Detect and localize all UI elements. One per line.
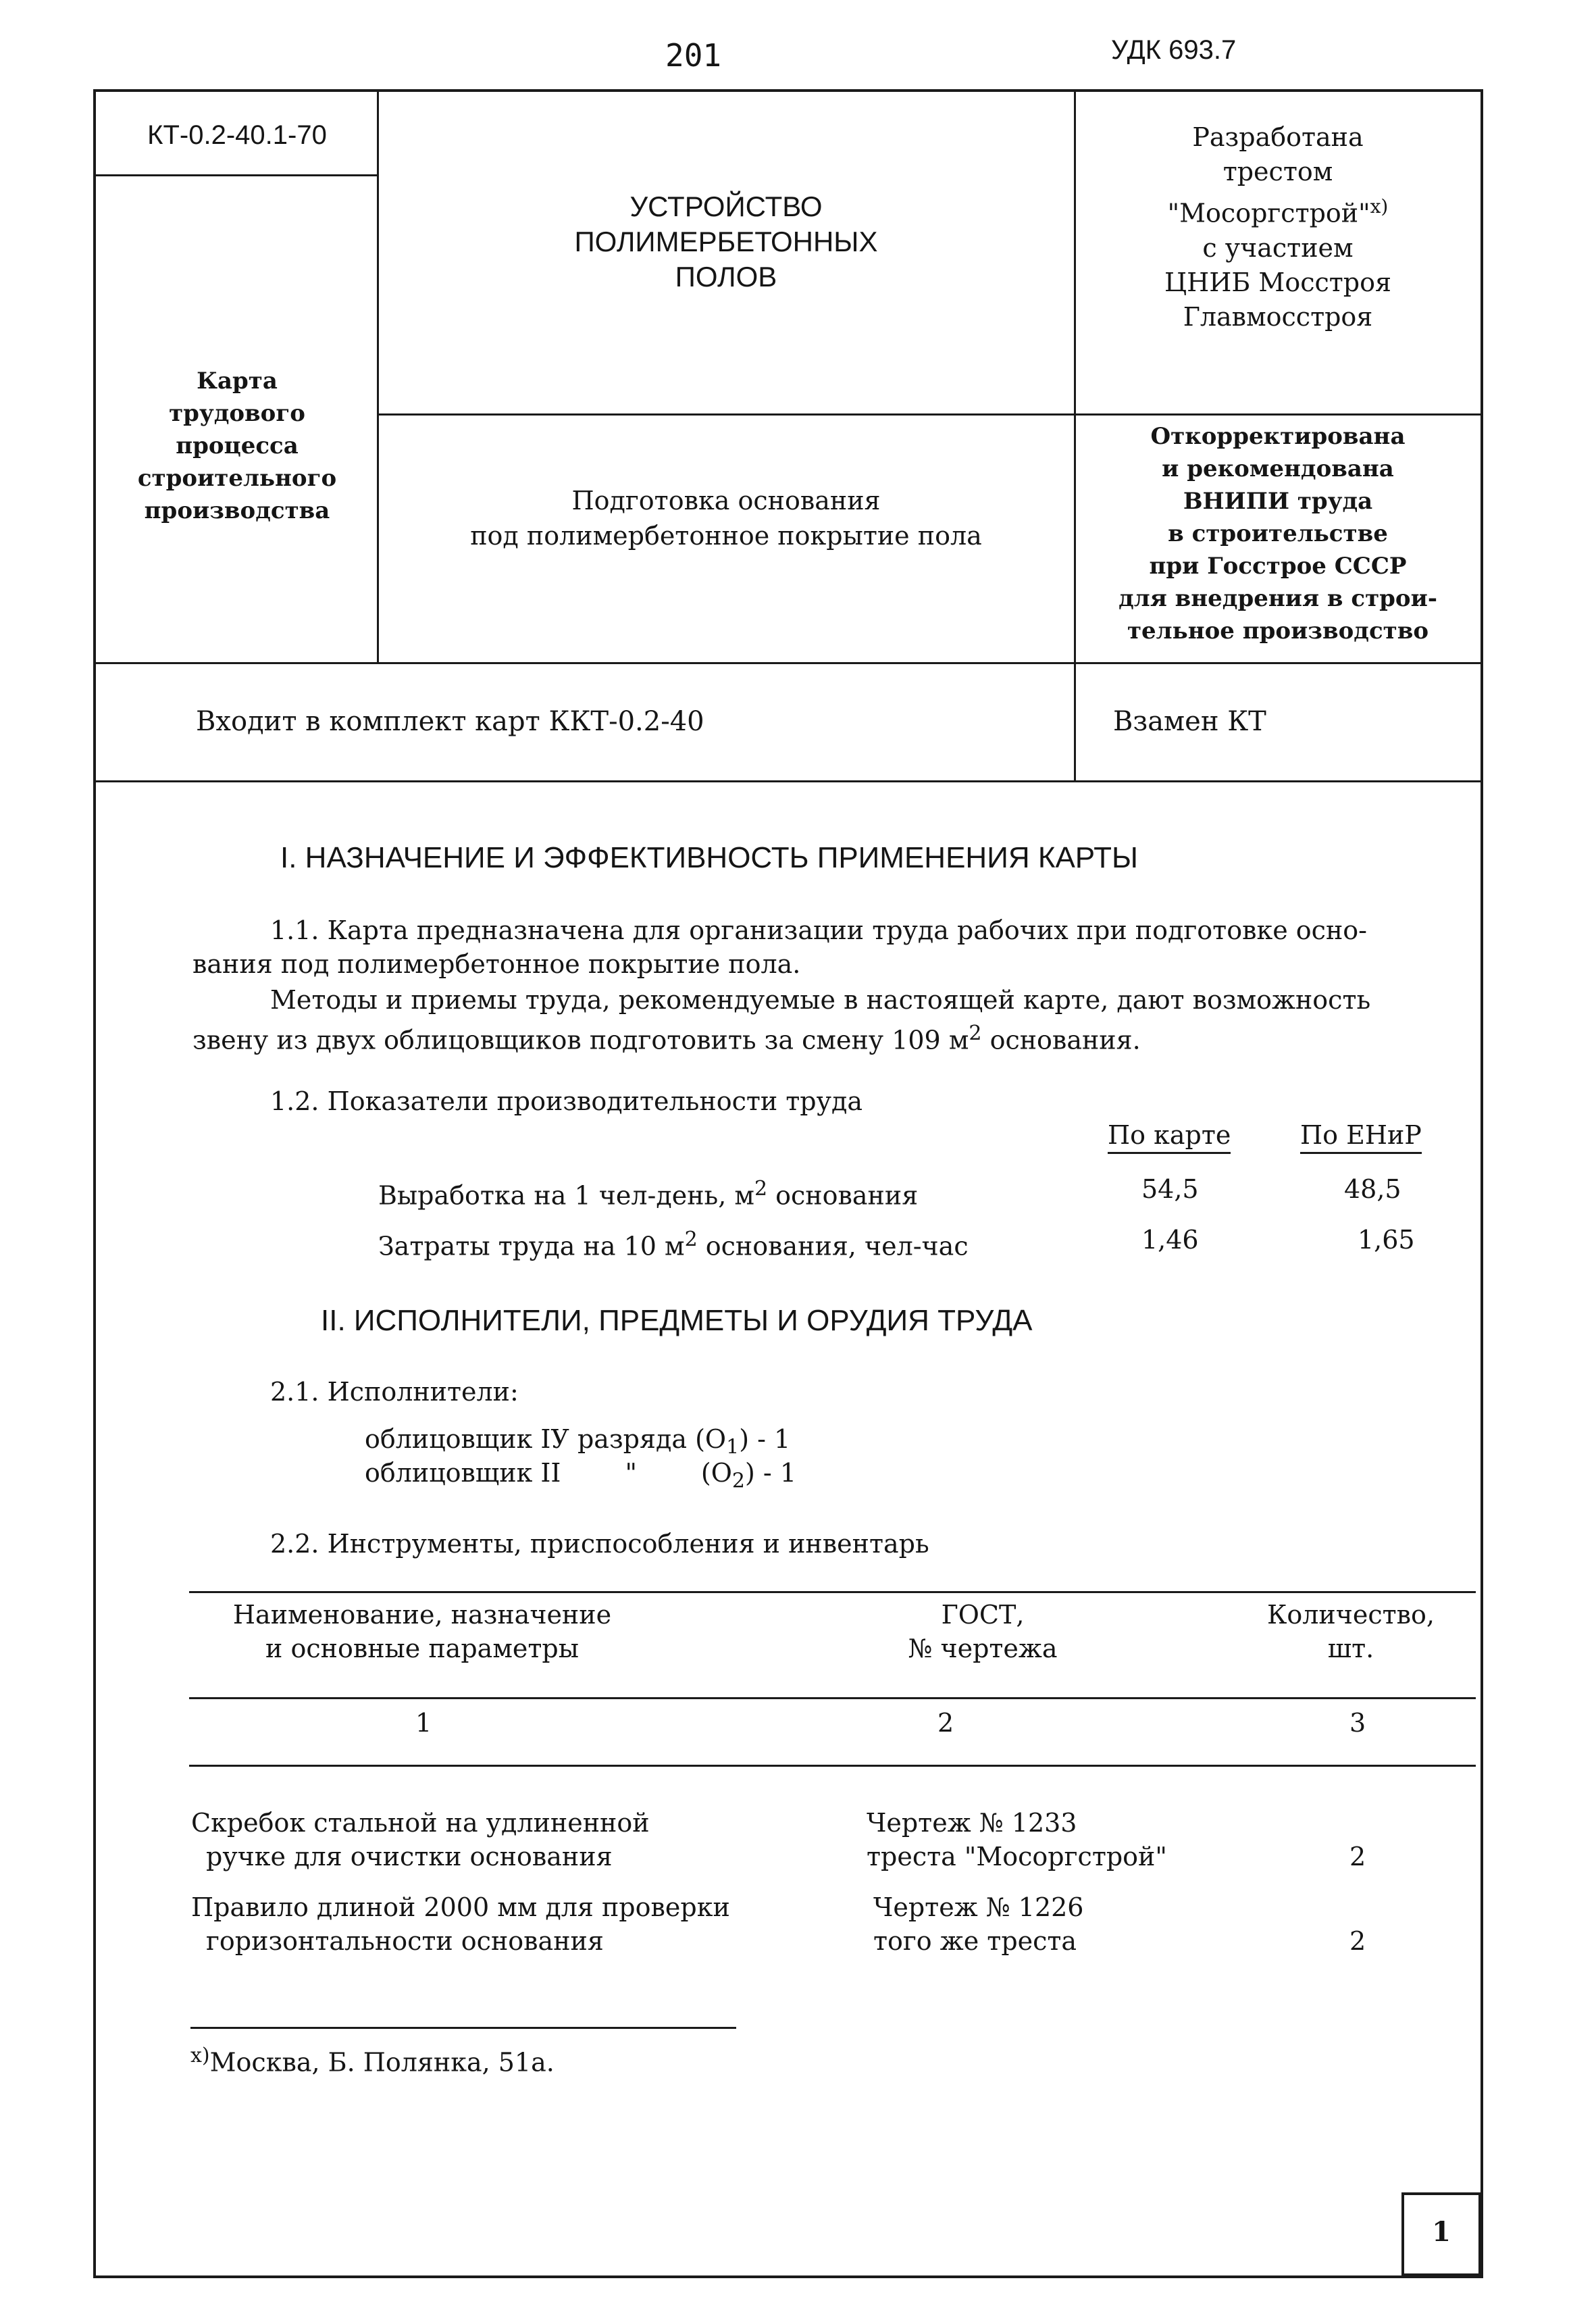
column-by-enir: По ЕНиР [1300,1118,1422,1154]
card-kind [96,365,378,527]
table-header-line: шт. [1327,1634,1374,1663]
corrected-by [1075,420,1481,647]
tool-gost [867,1806,1167,1873]
footnote [190,2039,555,2080]
performers-heading: 2.1. Исполнители: [270,1377,519,1407]
table-column-number: 3 [1349,1708,1366,1738]
card-title-line: УСТРОЙСТВО [629,191,823,222]
card-kind-line: трудового [169,400,305,427]
indicators-heading: 1.2. Показатели производительности труда [270,1086,863,1116]
tool-name: Правило длиной 2000 мм для проверки [191,1892,730,1922]
tool-qty: 2 [1349,1842,1366,1871]
card-code: КТ-0.2-40.1-70 [147,120,327,150]
table-header-line: ГОСТ, [941,1600,1025,1630]
superscript: 2 [684,1228,698,1251]
divider [93,662,1483,664]
developed-line: с участием [1202,232,1354,263]
paragraph: Методы и приемы труда, рекомендуемые в настоящей карте, дают возможность [270,985,1371,1015]
indicator-label-text: Выработка на 1 чел-день, м [378,1180,754,1211]
tools-heading: 2.2. Инструменты, приспособления и инвентарь [270,1529,929,1559]
paragraph: вания под полимербетонное покрытие пола. [192,949,801,979]
indicator-label-text: основания, чел-час [705,1231,969,1261]
performer-text: облицовщик IУ разряда (О [365,1424,727,1454]
footnote-text: Москва, Б. Полянка, 51а. [209,2047,555,2078]
developed-org: "Мосоргстрой" [1167,198,1370,228]
tool-gost [873,1890,1083,1958]
superscript: 2 [969,1022,982,1045]
indicator-label [378,1223,969,1263]
sheet-number: 1 [1401,2192,1481,2276]
tool-name: Скребок стальной на удлиненной [191,1808,650,1838]
card-kind-line: процесса [176,432,299,459]
corrected-line: для внедрения в строи- [1118,585,1437,612]
page-number: 201 [665,37,722,74]
tool-qty: 2 [1349,1926,1366,1956]
ditto-mark: " [625,1458,637,1488]
indicator-label [378,1172,918,1213]
table-row [191,1806,650,1873]
card-subtitle [378,483,1074,553]
tool-name: горизонтальности основания [206,1926,604,1956]
table-row [191,1890,730,1958]
card-replaces: Взамен КТ [1113,706,1266,737]
corrected-line: при Госстрое СССР [1149,553,1407,580]
card-kind-line: Карта [197,368,278,395]
indicator-label-text: Затраты труда на 10 м [378,1231,685,1261]
tool-gost-line: того же треста [873,1926,1077,1956]
developed-by [1075,120,1481,334]
table-column-number: 2 [937,1708,954,1738]
footnote-rule [190,2027,736,2029]
card-set: Входит в комплект карт ККТ-0.2-40 [196,706,704,737]
paragraph-text: звену из двух облицовщиков подготовить за смену 109 м [192,1025,969,1055]
performer-text: облицовщик II [365,1458,561,1488]
developed-line [1075,189,1481,231]
developed-line: ЦНИБ Мосстроя [1164,267,1391,297]
table-header-name [192,1598,652,1665]
table-column-number: 1 [415,1708,432,1738]
table-header-line: № чертежа [908,1634,1058,1663]
corrected-line: в строительстве [1168,520,1388,547]
corrected-line: ВНИПИ труда [1183,488,1373,515]
card-subtitle-line: Подготовка основания [571,486,881,515]
table-header-gost [831,1598,1135,1665]
table-header-line: Количество, [1266,1600,1435,1630]
card-kind-line: производства [144,497,330,524]
card-kind-line: строительного [137,465,337,492]
subscript: 2 [731,1469,745,1493]
table-rule [189,1697,1476,1699]
card-title [378,189,1074,295]
paragraph: 1.1. Карта предназначена для организации труда рабочих при подготовке осно- [270,915,1367,945]
tool-gost-line: Чертеж № 1226 [873,1892,1084,1922]
card-title-line: ПОЛИМЕРБЕТОННЫХ [574,226,878,257]
indicator-value: 1,65 [1358,1225,1415,1255]
corrected-line: тельное производство [1127,618,1429,645]
table-header-qty [1236,1598,1466,1665]
footnote-mark: x) [1370,195,1389,218]
corrected-line: и рекомендована [1162,455,1394,482]
card-title-line: ПОЛОВ [675,261,777,293]
indicator-value: 48,5 [1344,1174,1401,1204]
table-header-line: Наименование, назначение [232,1600,612,1630]
table-rule [189,1591,1476,1593]
tool-gost-line: Чертеж № 1233 [867,1808,1077,1838]
subscript: 1 [726,1435,740,1459]
table-header-line: и основные параметры [265,1634,579,1663]
developed-line: Главмосстроя [1183,301,1373,332]
corrected-line: Откорректирована [1150,423,1406,450]
indicator-label-text: основания [775,1180,919,1211]
indicator-value: 54,5 [1141,1174,1199,1204]
section2-heading: II. ИСПОЛНИТЕЛИ, ПРЕДМЕТЫ И ОРУДИЯ ТРУДА [321,1304,1033,1337]
developed-line: трестом [1222,157,1333,186]
tool-gost-line: треста "Мосоргстрой" [867,1842,1167,1871]
footnote-mark: x) [190,2044,210,2067]
divider [377,413,1483,416]
paragraph [192,1017,1141,1057]
divider [93,780,1483,782]
card-subtitle-line: под полимербетонное покрытие пола [470,521,982,551]
performer-text: ) - 1 [739,1424,791,1454]
column-by-card: По карте [1108,1118,1231,1154]
superscript: 2 [754,1177,768,1201]
paragraph-text: основания. [989,1025,1141,1055]
udk-code: УДК 693.7 [1111,35,1237,65]
performer [365,1456,796,1499]
table-rule [189,1765,1476,1767]
indicator-value: 1,46 [1141,1225,1199,1255]
developed-line: Разработана [1192,122,1364,152]
tool-name: ручке для очистки основания [206,1842,613,1871]
divider [93,174,378,176]
performer-text: (О [700,1458,732,1488]
section1-heading: I. НАЗНАЧЕНИЕ И ЭФФЕКТИВНОСТЬ ПРИМЕНЕНИЯ КАРТЫ [280,841,1139,874]
performer-text: ) - 1 [745,1458,796,1488]
